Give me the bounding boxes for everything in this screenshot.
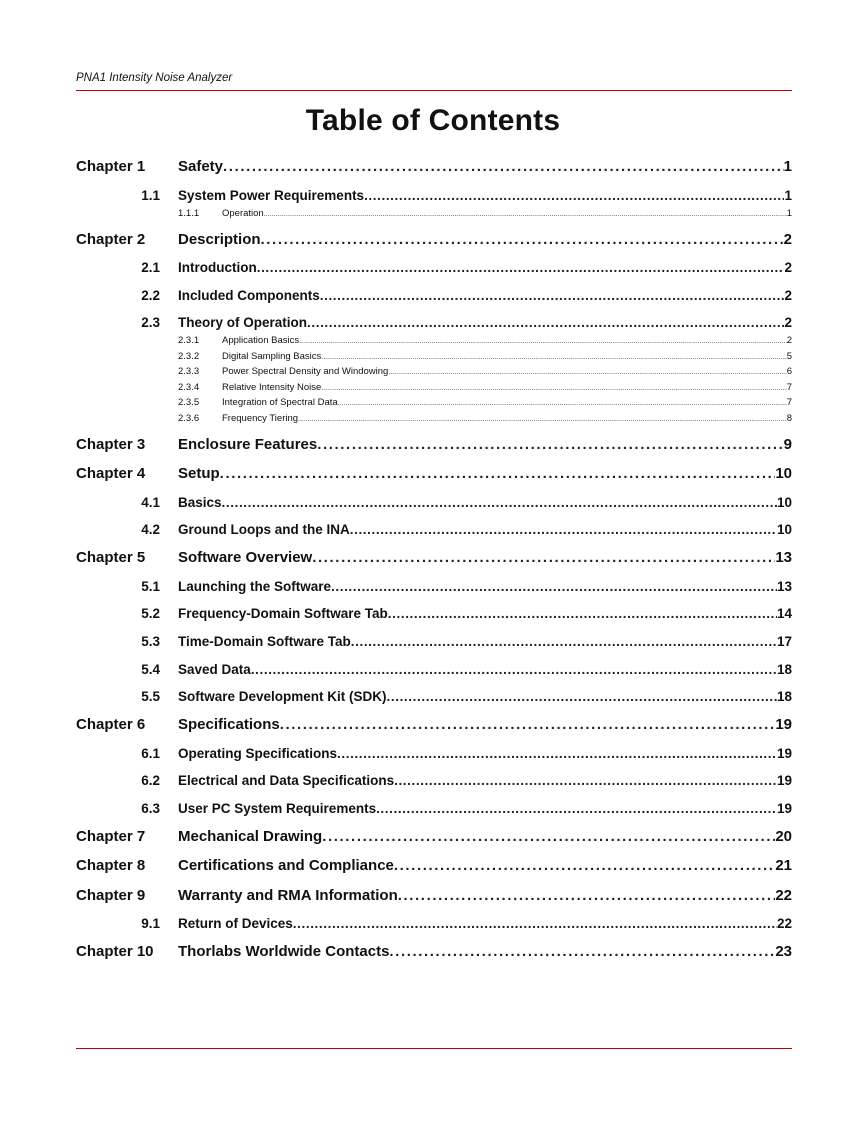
toc-entry-subsection[interactable] [76, 382, 792, 394]
toc-entry-section[interactable] [76, 522, 792, 540]
toc-title: Electrical and Data Specifications [178, 773, 395, 788]
toc-page: 13 [776, 579, 792, 594]
toc-title: Specifications [178, 716, 280, 733]
toc-entry-chapter[interactable] [76, 828, 792, 848]
toc-number: Chapter 9 [76, 887, 146, 904]
document-header-title: PNA1 Intensity Noise Analyzer [76, 72, 233, 84]
toc-entry-section[interactable] [76, 662, 792, 680]
toc-number: 6.2 [141, 773, 160, 788]
toc-page: 7 [786, 382, 792, 393]
toc-entry-chapter[interactable] [76, 887, 792, 907]
toc-page: 2 [783, 231, 792, 248]
toc-entry-chapter[interactable] [76, 716, 792, 736]
toc-title: Introduction [178, 260, 257, 275]
toc-page: 17 [776, 634, 792, 649]
toc-number: 2.3.2 [178, 351, 200, 362]
toc-entry-chapter[interactable] [76, 943, 792, 963]
toc-leader [321, 354, 786, 361]
toc-title: Ground Loops and the INA [178, 522, 350, 537]
toc-entry-section[interactable] [76, 634, 792, 652]
toc-page: 2 [784, 315, 792, 330]
toc-number: 2.3.5 [178, 397, 200, 408]
toc-leader [298, 416, 787, 423]
toc-title: Integration of Spectral Data [222, 397, 338, 408]
toc-leader [394, 857, 775, 874]
toc-leader [394, 773, 777, 788]
toc-title: Time-Domain Software Tab [178, 634, 351, 649]
toc-leader [222, 495, 777, 510]
footer-divider [76, 1048, 792, 1049]
toc-entry-subsection[interactable] [76, 366, 792, 378]
toc-entry-chapter[interactable] [76, 158, 792, 178]
page-title: Table of Contents [305, 104, 561, 137]
toc-page: 19 [776, 801, 792, 816]
toc-entry-chapter[interactable] [76, 465, 792, 485]
toc-leader [280, 716, 776, 733]
toc-page: 18 [776, 689, 792, 704]
toc-leader [264, 211, 787, 218]
toc-entry-section[interactable] [76, 288, 792, 306]
toc-page: 21 [775, 857, 792, 874]
toc-number: Chapter 1 [76, 158, 146, 175]
toc-leader [321, 385, 786, 392]
toc-leader [299, 338, 787, 345]
toc-leader [351, 634, 777, 649]
toc-title: Power Spectral Density and Windowing [222, 366, 389, 377]
toc-number: 5.1 [141, 579, 160, 594]
toc-title: Relative Intensity Noise [222, 382, 322, 393]
toc-entry-section[interactable] [76, 916, 792, 934]
toc-title: Frequency-Domain Software Tab [178, 606, 388, 621]
toc-page: 1 [783, 158, 792, 175]
toc-number: Chapter 10 [76, 943, 154, 960]
toc-number: 9.1 [141, 916, 160, 931]
toc-entry-chapter[interactable] [76, 549, 792, 569]
toc-title: Setup [178, 465, 220, 482]
toc-title: Software Development Kit (SDK) [178, 689, 387, 704]
toc-number: Chapter 7 [76, 828, 146, 845]
header-divider [76, 90, 792, 91]
toc-title: System Power Requirements [178, 188, 365, 203]
toc-leader [388, 369, 786, 376]
toc-leader [337, 746, 777, 761]
toc-leader [389, 943, 775, 960]
toc-number: 2.1 [141, 260, 160, 275]
toc-leader [251, 662, 777, 677]
toc-number: 2.3.1 [178, 335, 200, 346]
toc-title: Digital Sampling Basics [222, 351, 322, 362]
toc-page: 19 [776, 746, 792, 761]
toc-number: 6.1 [141, 746, 160, 761]
toc-leader [317, 436, 783, 453]
toc-entry-section[interactable] [76, 495, 792, 513]
toc-leader [388, 606, 777, 621]
toc-title: Application Basics [222, 335, 300, 346]
toc-number: 4.2 [141, 522, 160, 537]
toc-entry-section[interactable] [76, 315, 792, 333]
toc-entry-section[interactable] [76, 260, 792, 278]
toc-number: Chapter 6 [76, 716, 146, 733]
toc-page: 8 [786, 413, 792, 424]
toc-page: 18 [776, 662, 792, 677]
toc-leader [307, 315, 784, 330]
toc-entry-section[interactable] [76, 579, 792, 597]
toc-number: 2.3.3 [178, 366, 200, 377]
toc-leader [398, 887, 776, 904]
toc-number: 5.3 [141, 634, 160, 649]
toc-page: 10 [775, 465, 792, 482]
toc-title: Launching the Software [178, 579, 332, 594]
toc-number: Chapter 2 [76, 231, 146, 248]
toc-number: 5.5 [141, 689, 160, 704]
toc-page: 19 [775, 716, 792, 733]
toc-entry-section[interactable] [76, 746, 792, 764]
toc-title: Mechanical Drawing [178, 828, 323, 845]
toc-entry-subsection[interactable] [76, 413, 792, 425]
toc-title: Frequency Tiering [222, 413, 299, 424]
toc-leader [364, 188, 784, 203]
toc-page: 1 [786, 208, 792, 219]
toc-entry-chapter[interactable] [76, 231, 792, 251]
toc-number: Chapter 4 [76, 465, 146, 482]
toc-entry-subsection[interactable] [76, 351, 792, 363]
toc-title: Safety [178, 158, 224, 175]
toc-page: 14 [776, 606, 792, 621]
toc-leader [320, 288, 785, 303]
toc-page: 20 [775, 828, 792, 845]
toc-page: 13 [775, 549, 792, 566]
toc-leader [293, 916, 777, 931]
toc-leader [261, 231, 784, 248]
toc-number: 1.1.1 [178, 208, 200, 219]
toc-title: Return of Devices [178, 916, 293, 931]
toc-page: 22 [776, 916, 792, 931]
toc-title: Software Overview [178, 549, 313, 566]
toc-number: 2.3.4 [178, 382, 200, 393]
toc-leader [312, 549, 775, 566]
toc-entry-subsection[interactable] [76, 335, 792, 347]
toc-leader [376, 801, 777, 816]
toc-title: Thorlabs Worldwide Contacts [178, 943, 390, 960]
toc-number: Chapter 3 [76, 436, 146, 453]
toc-title: User PC System Requirements [178, 801, 377, 816]
toc-title: Description [178, 231, 261, 248]
toc-page: 2 [786, 335, 792, 346]
toc-title: Certifications and Compliance [178, 857, 394, 874]
toc-number: 1.1 [141, 188, 160, 203]
toc-title: Theory of Operation [178, 315, 308, 330]
toc-title: Saved Data [178, 662, 251, 677]
toc-title: Included Components [178, 288, 320, 303]
toc-page: 2 [784, 288, 792, 303]
toc-entry-chapter[interactable] [76, 436, 792, 456]
toc-leader [220, 465, 776, 482]
toc-entry-subsection[interactable] [76, 208, 792, 220]
toc-entry-section[interactable] [76, 801, 792, 819]
toc-page: 5 [786, 351, 792, 362]
toc-page: 10 [776, 522, 792, 537]
toc-entry-subsection[interactable] [76, 397, 792, 409]
toc-entry-section[interactable] [76, 188, 792, 206]
toc-leader [331, 579, 777, 594]
toc-page: 2 [784, 260, 792, 275]
toc-entry-chapter[interactable] [76, 857, 792, 877]
toc-entry-section[interactable] [76, 689, 792, 707]
toc-page: 22 [775, 887, 792, 904]
toc-number: 4.1 [141, 495, 160, 510]
toc-number: Chapter 5 [76, 549, 146, 566]
toc-leader [257, 260, 785, 275]
toc-page: 10 [776, 495, 792, 510]
toc-leader [338, 400, 787, 407]
toc-page: 9 [783, 436, 792, 453]
toc-number: 6.3 [141, 801, 160, 816]
toc-page: 1 [784, 188, 792, 203]
toc-number: 2.3 [141, 315, 160, 330]
toc-title: Operating Specifications [178, 746, 338, 761]
toc-title: Warranty and RMA Information [178, 887, 398, 904]
toc-number: Chapter 8 [76, 857, 146, 874]
toc-leader [350, 522, 777, 537]
toc-title: Basics [178, 495, 222, 510]
toc-page: 7 [786, 397, 792, 408]
toc-number: 5.2 [141, 606, 160, 621]
toc-number: 2.2 [141, 288, 160, 303]
toc-leader [322, 828, 775, 845]
toc-title: Enclosure Features [178, 436, 318, 453]
toc-leader [387, 689, 777, 704]
toc-number: 5.4 [141, 662, 160, 677]
toc-number: 2.3.6 [178, 413, 200, 424]
toc-entry-section[interactable] [76, 606, 792, 624]
toc-page: 23 [775, 943, 792, 960]
toc-leader [223, 158, 784, 175]
toc-entry-section[interactable] [76, 773, 792, 791]
toc-title: Operation [222, 208, 264, 219]
toc-page: 19 [776, 773, 792, 788]
toc-page: 6 [786, 366, 792, 377]
